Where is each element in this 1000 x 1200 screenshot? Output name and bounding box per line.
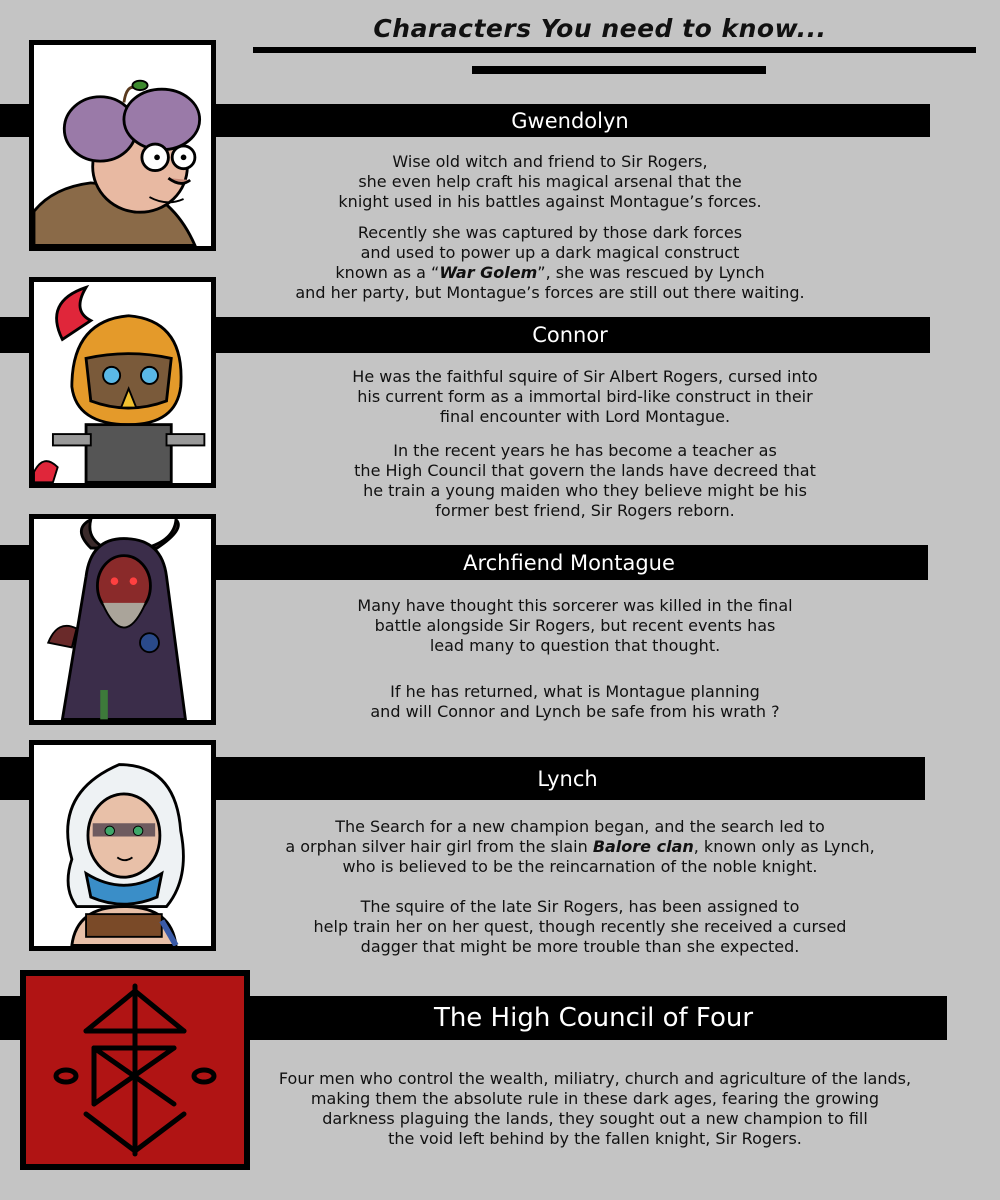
page-title: Characters You need to know... (373, 14, 827, 43)
title-underline (253, 47, 976, 53)
war-golem-term: War Golem (439, 263, 538, 282)
council-name: The High Council of Four (433, 1003, 754, 1033)
balore-clan-term: Balore clan (592, 837, 694, 856)
name-bar-lynch (210, 757, 925, 800)
description-montague (290, 596, 860, 722)
character-name: Archfiend Montague (463, 550, 675, 575)
name-bar-montague (210, 545, 928, 580)
silver-hair-girl-portrait-icon (34, 745, 211, 946)
description-connor (285, 367, 885, 521)
description-paragraph: The Search for a new champion began, and the search led to a orphan silver hair girl from the slain Balore clan, known only as Lynch, who is believed to be the reincarnation of the noble knight. (285, 817, 875, 876)
description-paragraph: Many have thought this sorcerer was killed in the final battle alongside Sir Rogers, but recent events has lead many to question that thought. (357, 596, 793, 655)
portrait-connor (29, 277, 216, 488)
description-paragraph: Four men who control the wealth, miliatry, church and agriculture of the lands, making them the absolute rule in these dark ages, fearing the growing darkness plaguing the lands, they sought out a new champion to fill the void left behind by the fallen knight, Sir Rogers. (278, 1069, 912, 1148)
witch-portrait-icon (34, 45, 211, 246)
title-underline-short (472, 66, 766, 74)
character-name: Gwendolyn (511, 108, 629, 133)
description-paragraph: Wise old witch and friend to Sir Rogers, she even help craft his magical arsenal that the knight used in his battles against Montague’s forces. (338, 152, 762, 211)
horned-sorcerer-portrait-icon (34, 519, 211, 720)
character-name: Lynch (537, 766, 598, 791)
portrait-montague (29, 514, 216, 725)
description-gwendolyn (260, 152, 840, 303)
description-lynch (265, 817, 895, 957)
name-bar-council (240, 996, 947, 1040)
portrait-gwendolyn (29, 40, 216, 251)
description-paragraph: He was the faithful squire of Sir Albert Rogers, cursed into his current form as a immortal bird-like construct in their final encounter with Lord Montague. (352, 367, 818, 426)
description-paragraph: If he has returned, what is Montague planning and will Connor and Lynch be safe from his wrath ? (370, 682, 780, 721)
knight-construct-portrait-icon (34, 282, 211, 483)
council-sigil (20, 970, 250, 1170)
name-bar-gwendolyn (210, 104, 930, 137)
description-paragraph: The squire of the late Sir Rogers, has been assigned to help train her on her quest, though recently she received a cursed dagger that might be more trouble than she expected. (313, 897, 847, 956)
character-name: Connor (532, 323, 608, 347)
portrait-lynch (29, 740, 216, 951)
description-paragraph: In the recent years he has become a teacher as the High Council that govern the lands have decreed that he train a young maiden who they believe might be his former best friend, Sir Rogers reborn. (354, 441, 816, 520)
description-council (255, 1069, 935, 1149)
description-paragraph: Recently she was captured by those dark forces and used to power up a dark magical construct known as a “War Golem”, she was rescued by Lynch and her party, but Montague’s forces are still out there waiting. (295, 223, 805, 302)
rune-sigil-icon (26, 976, 244, 1164)
name-bar-connor (210, 317, 930, 353)
